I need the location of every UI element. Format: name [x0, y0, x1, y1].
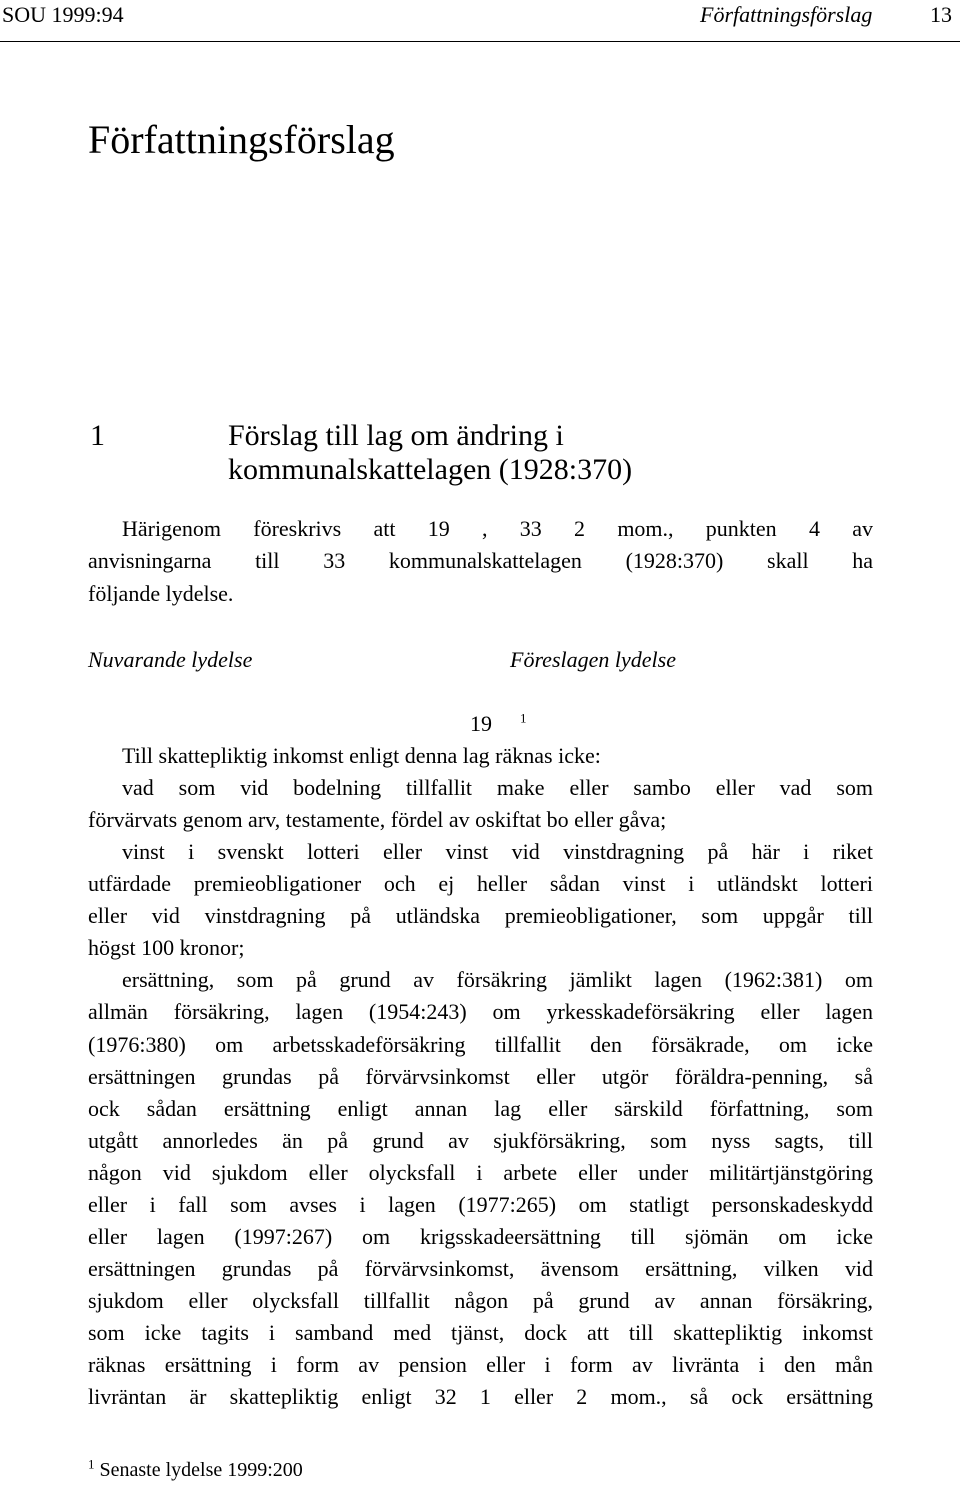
body-line-18: sjukdom eller olycksfall tillfallit någon på grund av annan försäkring, [88, 1288, 873, 1313]
heading-number: 1 [90, 419, 105, 452]
body-line-3: förvärvats genom arv, testamente, fördel av oskiftat bo eller gåva; [88, 807, 667, 832]
body-line-14: någon vid sjukdom eller olycksfall i arbete eller under militärtjänstgöring [88, 1160, 873, 1185]
footnote-text: Senaste lydelse 1999:200 [99, 1459, 303, 1481]
heading-line-2: kommunalskattelagen (1928:370) [228, 453, 633, 486]
body-line-17: ersättningen grundas på förvärvsinkomst, ävensom ersättning, vilken vid [88, 1256, 873, 1281]
body-line-4: vinst i svenskt lotteri eller vinst vid vinstdragning på här i riket [122, 839, 873, 864]
heading-line-1: Förslag till lag om ändring i [228, 419, 564, 452]
column-proposed-label: Föreslagen lydelse [510, 647, 676, 672]
page-title: Författningsförslag [88, 117, 395, 162]
section-number-text: 19 [470, 711, 492, 736]
body-line-21: livräntan är skattepliktig enligt 32 1 eller 2 mom., så ock ersättning [88, 1384, 873, 1409]
body-line-10: (1976:380) om arbetsskadeförsäkring tillfallit den försäkrade, om icke [88, 1032, 873, 1057]
footnote-marker: 1 [88, 1456, 95, 1472]
intro-line-2: anvisningarna till 33 kommunalskattelagen (1928:370) skall ha [88, 548, 873, 573]
body-line-15: eller i fall som avses i lagen (1977:265) om statligt personskadeskydd [88, 1192, 873, 1217]
header-page-number: 13 [930, 2, 952, 27]
section-number [470, 708, 527, 740]
body-line-19: som icke tagits i samband med tjänst, dock att till skattepliktig inkomst [88, 1320, 873, 1345]
header-rule [0, 41, 960, 42]
intro-line-1: Härigenom föreskrivs att 19 , 33 2 mom., punkten 4 av [122, 516, 873, 541]
footnote [88, 1456, 303, 1484]
body-line-9: allmän försäkring, lagen (1954:243) om yrkesskadeförsäkring eller lagen [88, 999, 873, 1024]
body-line-5: utfärdade premieobligationer och ej heller sådan vinst i utländskt lotteri [88, 871, 873, 896]
body-line-7: högst 100 kronor; [88, 935, 245, 960]
body-line-13: utgått annorledes än på grund av sjukförsäkring, som nyss sagts, till [88, 1128, 873, 1153]
body-line-12: ock sådan ersättning enligt annan lag eller särskild författning, som [88, 1096, 873, 1121]
body-line-11: ersättningen grundas på förvärvsinkomst eller utgör föräldra-penning, så [88, 1064, 873, 1089]
body-line-16: eller lagen (1997:267) om krigsskadeersättning till sjömän om icke [88, 1224, 873, 1249]
intro-line-3: följande lydelse. [88, 581, 234, 606]
header-section: Författningsförslag [700, 2, 873, 27]
body-line-8: ersättning, som på grund av försäkring jämlikt lagen (1962:381) om [122, 967, 873, 992]
section-footnote-ref [520, 711, 527, 736]
header-left: SOU 1999:94 [2, 2, 124, 27]
column-current-label: Nuvarande lydelse [88, 647, 253, 672]
body-line-1: Till skattepliktig inkomst enligt denna lag räknas icke: [122, 743, 601, 768]
body-line-2: vad som vid bodelning tillfallit make eller sambo eller vad som [122, 775, 873, 800]
body-line-6: eller vid vinstdragning på utländska premieobligationer, som uppgår till [88, 903, 873, 928]
footnote-ref-sup: 1 [520, 710, 527, 726]
body-line-20: räknas ersättning i form av pension eller i form av livränta i den mån [88, 1352, 873, 1377]
